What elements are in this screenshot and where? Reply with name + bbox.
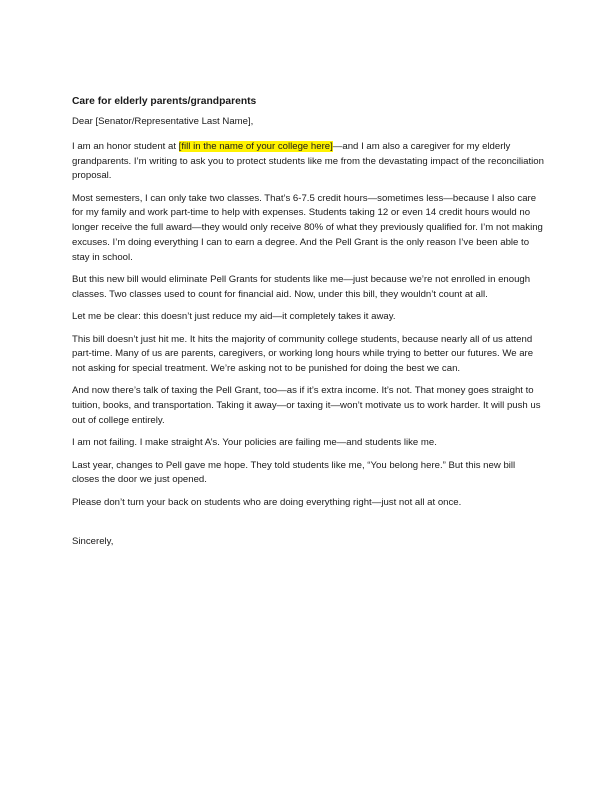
paragraph-hope: Last year, changes to Pell gave me hope. They told students like me, “You belong here.” But this new bill closes the door we just opened. bbox=[72, 459, 516, 486]
paragraph-intro-start: I am an honor student at bbox=[72, 140, 179, 152]
paragraph-plea: Please don’t turn your back on students who are doing everything right—just not all at once. bbox=[72, 496, 462, 508]
paragraph-credit-hours: Most semesters, I can only take two classes. That’s 6-7.5 credit hours—sometimes less—because I also care for my family and work part-time to help with expenses. Students taking 12 or even 14 credit hours would no longer receive the full award—they would only receive 80% of what they previously qualified for. I’m not making excuses. I’m doing everything I can to earn a degree. And the Pell Grant is the only reason I’ve been able to stay in school. bbox=[72, 192, 543, 263]
letter-title: Care for elderly parents/grandparents bbox=[72, 96, 257, 107]
paragraph-intro bbox=[72, 140, 544, 184]
paragraph-clarification: Let me be clear: this doesn’t just reduce my aid—it completely takes it away. bbox=[72, 311, 396, 323]
closing: Sincerely, bbox=[72, 535, 114, 547]
salutation: Dear [Senator/Representative Last Name], bbox=[72, 116, 254, 127]
letter-body bbox=[72, 95, 544, 549]
paragraph-majority: This bill doesn’t just hit me. It hits the majority of community college students, because nearly all of us attend part-time. Many of us are parents, caregivers, or working long hours while trying to better our futures. We are not asking for special treatment. We’re asking not to be punished for doing the best we can. bbox=[72, 333, 534, 375]
paragraph-not-failing: I am not failing. I make straight A’s. Your policies are failing me—and students like me. bbox=[72, 437, 437, 449]
college-name-placeholder: [fill in the name of your college here] bbox=[178, 140, 333, 152]
paragraph-bill-impact: But this new bill would eliminate Pell Grants for students like me—just because we’re not enrolled in enough classes. Two classes used to count for financial aid. Now, under this bill, they wouldn’t count at all. bbox=[72, 274, 531, 300]
paragraph-intro-end: —and I am also a caregiver for my elderly grandparents. I’m writing to ask you to protect students like me from the devastating impact of the reconciliation proposal. bbox=[72, 140, 544, 182]
paragraph-taxation: And now there’s talk of taxing the Pell Grant, too—as if it’s extra income. It’s not. That money goes straight to tuition, books, and transportation. Taking it away—or taxing it—won’t motivate us to work harder. It will push us out of college entirely. bbox=[72, 385, 541, 427]
